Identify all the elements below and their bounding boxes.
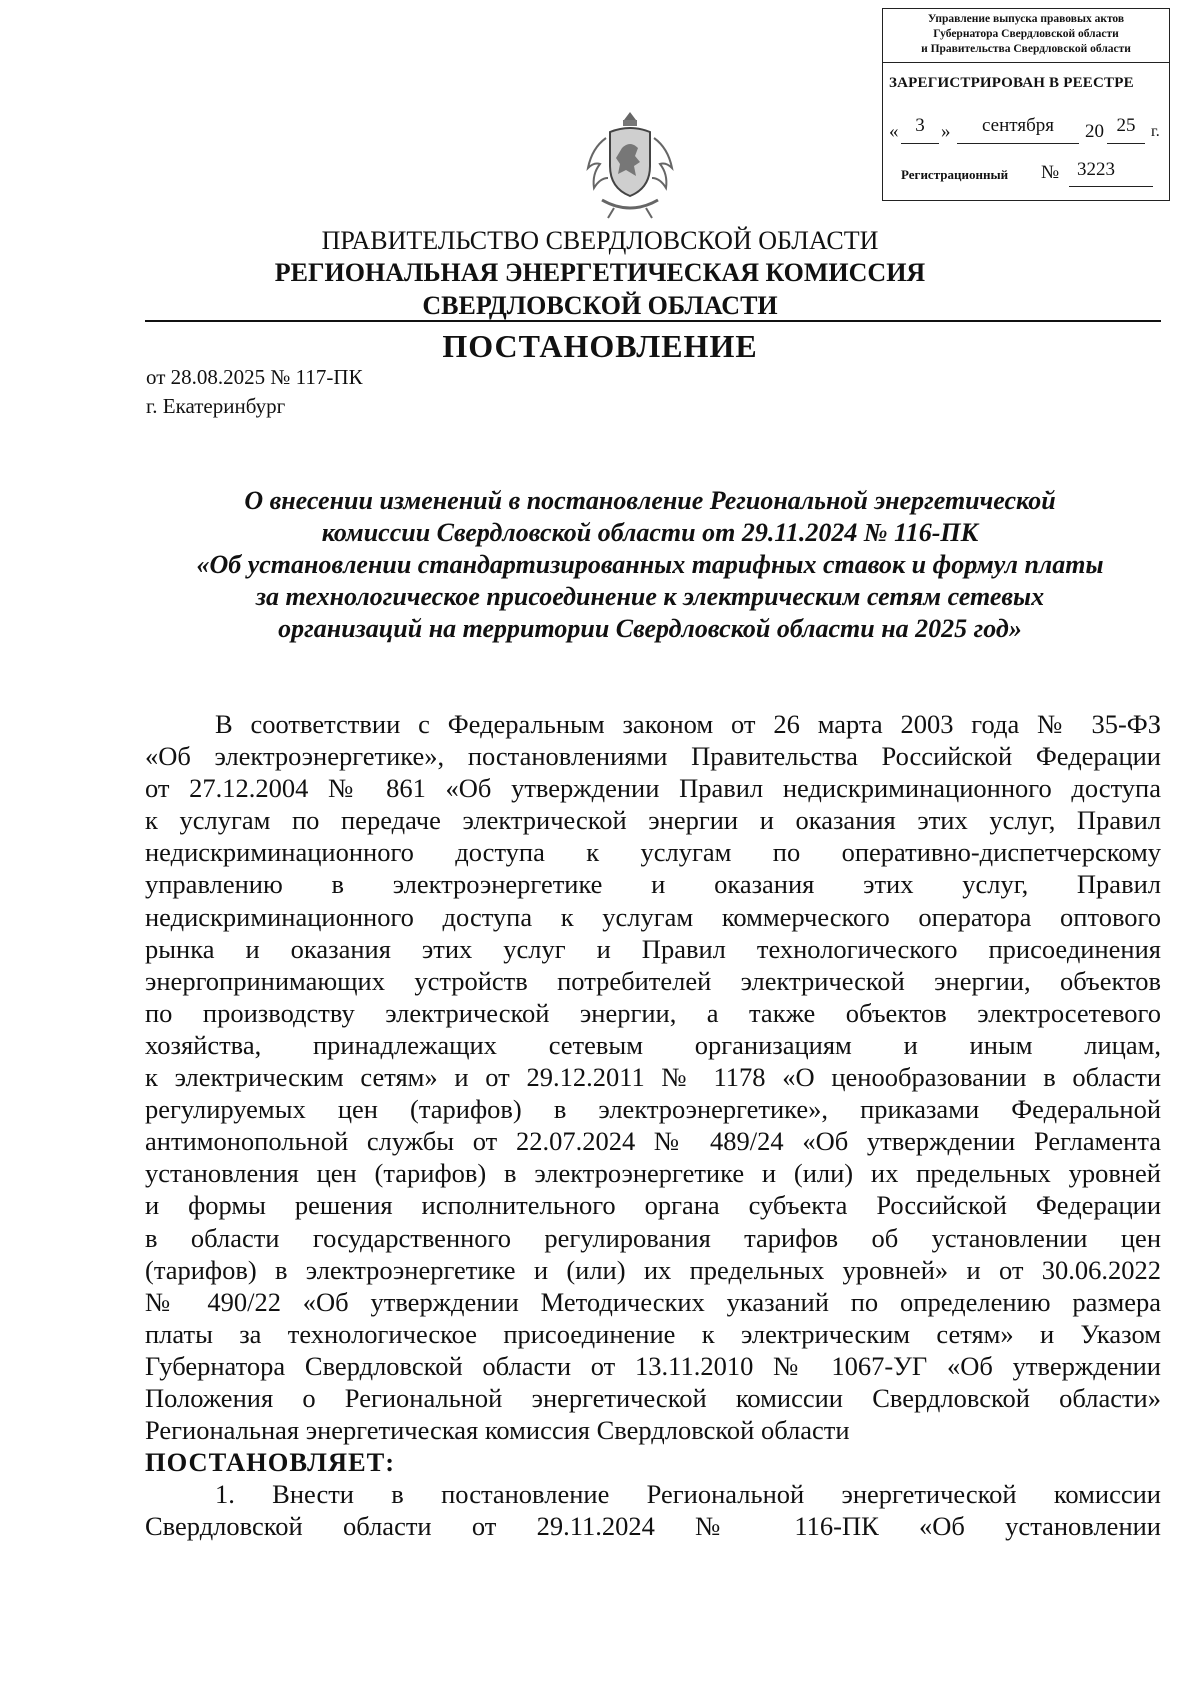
decree-word: ПОСТАНОВЛЯЕТ: [145, 1447, 396, 1478]
body-line: (тарифов) в электроэнергетике и (или) их предельных уровней» и от 30.06.2022 [145, 1254, 1161, 1285]
title-line: организаций на территории Свердловской области на 2025 год» [278, 614, 1022, 643]
stamp-issuer [883, 9, 1169, 63]
title-line: комиссии Свердловской области от 29.11.2024 № 116-ПК [321, 518, 979, 547]
document-date-number: от 28.08.2025 № 117-ПК [146, 365, 363, 389]
body-line: платы за технологическое присоединение к электрическим сетям» и Указом [145, 1318, 1161, 1349]
stamp-year-mark: г. [1151, 123, 1160, 140]
body-line: от 27.12.2004 № 861 «Об утверждении Правил недискриминационного доступа [145, 773, 1161, 804]
stamp-month: сентября [957, 117, 1079, 144]
body-line: управлению в электроэнергетике и оказания этих услуг, Правил [145, 869, 1161, 900]
stamp-open-quote: « [889, 121, 899, 142]
body-line: антимонопольной службы от 22.07.2024 № 489/24 «Об утверждении Регламента [145, 1126, 1161, 1157]
title-line: О внесении изменений в постановление Региональной энергетической [244, 486, 1056, 515]
registration-stamp [882, 8, 1170, 201]
body-line: по производству электрической энергии, а также объектов электросетевого [145, 997, 1161, 1028]
body-line: В соответствии с Федеральным законом от 26 марта 2003 года № 35-ФЗ [215, 709, 1161, 739]
body-line: к услугам по передаче электрической энергии и оказания этих услуг, Правил [145, 805, 1161, 836]
item-line: 1. Внести в постановление Региональной энергетической комиссии [215, 1479, 1161, 1510]
body-line: Губернатора Свердловской области от 13.11.2010 № 1067-УГ «Об утверждении [145, 1350, 1161, 1381]
org-region: СВЕРДЛОВСКОЙ ОБЛАСТИ [422, 291, 778, 320]
body-line: регулируемых цен (тарифов) в электроэнергетике», приказами Федеральной [145, 1094, 1161, 1125]
stamp-number-sign: № [1041, 162, 1060, 183]
title-line: «Об установлении стандартизированных тарифных ставок и формул платы [196, 550, 1104, 579]
body-line: недискриминационного доступа к услугам по оперативно-диспетчерскому [145, 837, 1161, 868]
stamp-registered-label: ЗАРЕГИСТРИРОВАН В РЕЕСТРЕ [889, 75, 1134, 91]
body-line: к электрическим сетям» и от 29.12.2011 № 1178 «О ценообразовании в области [145, 1062, 1161, 1093]
stamp-year-suffix: 25 [1107, 117, 1145, 144]
stamp-day: 3 [901, 117, 939, 144]
body-line: энергопринимающих устройств потребителей электрической энергии, объектов [145, 965, 1161, 996]
stamp-reg-label: Регистрационный [901, 167, 1009, 182]
stamp-issuer-line: Управление выпуска правовых актов [927, 13, 1125, 25]
stamp-close-quote: » [941, 121, 951, 142]
body-line: установления цен (тарифов) в электроэнергетике и (или) их предельных уровней [145, 1158, 1161, 1189]
item-line: Свердловской области от 29.11.2024 № 116-ПК «Об установлении [145, 1511, 1161, 1542]
stamp-year-prefix: 20 [1085, 121, 1104, 142]
body-line: хозяйства, принадлежащих сетевым организациям и иным лицам, [145, 1029, 1161, 1060]
body-line: № 490/22 «Об утверждении Методических указаний по определению размера [145, 1286, 1161, 1317]
body-line: и формы решения исполнительного органа субъекта Российской Федерации [145, 1190, 1161, 1221]
document-city: г. Екатеринбург [146, 394, 286, 418]
org-commission: РЕГИОНАЛЬНАЯ ЭНЕРГЕТИЧЕСКАЯ КОМИССИЯ [274, 258, 926, 287]
org-government: ПРАВИТЕЛЬСТВО СВЕРДЛОВСКОЙ ОБЛАСТИ [321, 226, 879, 255]
document-body [145, 708, 1161, 1542]
body-line: «Об электроэнергетике», постановлениями Правительства Российской Федерации [145, 741, 1161, 772]
stamp-reg-number: 3223 [1069, 159, 1153, 187]
title-line: за технологическое присоединение к электрическим сетям сетевых [255, 582, 1045, 611]
header-divider [145, 320, 1161, 322]
coat-of-arms-icon [580, 108, 680, 220]
stamp-issuer-line: и Правительства Свердловской области [921, 43, 1131, 55]
body-line: Положения о Региональной энергетической комиссии Свердловской области» [145, 1382, 1161, 1413]
body-line: в области государственного регулирования тарифов об установлении цен [145, 1222, 1161, 1253]
body-line: Региональная энергетическая комиссия Свердловской области [145, 1415, 850, 1446]
stamp-issuer-line: Губернатора Свердловской области [933, 28, 1119, 40]
body-line: недискриминационного доступа к услугам коммерческого оператора оптового [145, 901, 1161, 932]
document-title [140, 485, 1160, 645]
body-line: рынка и оказания этих услуг и Правил технологического присоединения [145, 933, 1161, 964]
document-type: ПОСТАНОВЛЕНИЕ [442, 328, 758, 364]
